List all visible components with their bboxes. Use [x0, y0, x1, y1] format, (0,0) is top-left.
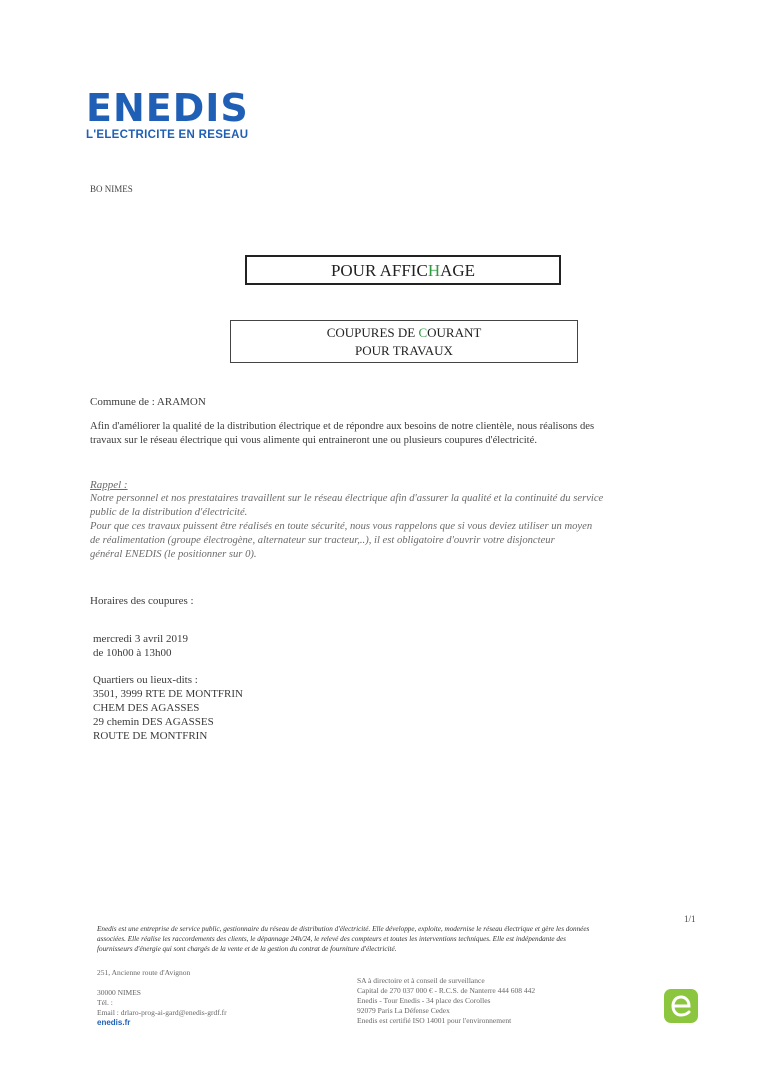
- footer-email: Email : drlaro-prog-ai-gard@enedis-grdf.fr: [97, 1008, 227, 1017]
- enedis-e-icon: [664, 989, 698, 1023]
- legal-line: Enedis est certifié ISO 14001 pour l'environnement: [357, 1016, 512, 1025]
- legal-line: SA à directoire et à conseil de surveillance: [357, 976, 485, 985]
- legal-line: Enedis - Tour Enedis - 34 place des Corolles: [357, 996, 491, 1005]
- schedule-time: de 10h00 à 13h00: [93, 647, 172, 659]
- disclaimer-line: fournisseurs d'énergie qui sont chargés de la vente et de la gestion du contrat de fourniture d'électricité.: [97, 945, 397, 953]
- rappel-heading: Rappel :: [90, 479, 128, 491]
- schedule-date: mercredi 3 avril 2019: [93, 633, 188, 645]
- footer-city: 30000 NIMES: [97, 988, 141, 997]
- subtitle-part1: COUPURES DE: [326, 325, 419, 340]
- commune: Commune de : ARAMON: [90, 396, 206, 408]
- subtitle-line2: POUR TRAVAUX: [355, 343, 453, 358]
- subtitle-line1: [231, 324, 577, 342]
- quartiers-block: [93, 673, 243, 743]
- title-box: [245, 255, 561, 285]
- quartiers-label: Quartiers ou lieux-dits :: [93, 674, 198, 686]
- rappel-line: Notre personnel et nos prestataires travaillent sur le réseau électrique afin d'assurer la qualité et la continuité du service: [90, 493, 604, 504]
- rappel-line: public de la distribution d'électricité.: [90, 507, 248, 518]
- intro-paragraph: [90, 420, 700, 448]
- footer-address: 251, Ancienne route d'Avignon: [97, 968, 191, 977]
- enedis-logo: ENEDIS: [86, 86, 249, 130]
- footer-legal: [357, 976, 535, 1026]
- intro-line: travaux sur le réseau électrique qui vous alimente qui entraineront une ou plusieurs coupures d'électricité.: [90, 435, 537, 446]
- quartier-item: ROUTE DE MONTFRIN: [93, 730, 208, 742]
- footer-disclaimer: [97, 924, 697, 954]
- rappel-line: général ENEDIS (le positionner sur 0).: [90, 549, 257, 560]
- disclaimer-line: associées. Elle réalise les raccordements des clients, le dépannage 24h/24, le relevé des compteurs et toutes les interventions techniques. Elle est indépendante des: [97, 935, 566, 943]
- footer-contact: [97, 988, 227, 1028]
- footer-tel: Tél. :: [97, 998, 113, 1007]
- footer-site-link[interactable]: enedis.fr: [97, 1018, 131, 1027]
- title-part1: POUR AFFIC: [330, 261, 428, 280]
- subtitle-green-letter: C: [418, 325, 428, 340]
- quartier-item: CHEM DES AGASSES: [93, 702, 200, 714]
- horaires-label: Horaires des coupures :: [90, 595, 194, 607]
- title-part2: AGE: [440, 261, 476, 280]
- quartier-item: 29 chemin DES AGASSES: [93, 716, 214, 728]
- schedule: [93, 632, 188, 660]
- legal-line: Capital de 270 037 000 € - R.C.S. de Nanterre 444 608 442: [357, 986, 536, 995]
- disclaimer-line: Enedis est une entreprise de service public, gestionnaire du réseau de distribution d'électricité. Elle développe, exploite, modernise le réseau électrique et gère les données: [97, 925, 590, 933]
- page-number: 1/1: [684, 914, 696, 924]
- rappel-block: [90, 478, 705, 562]
- e-glyph-icon: [671, 995, 691, 1017]
- subtitle-box: [230, 320, 578, 363]
- legal-line: 92079 Paris La Défense Cedex: [357, 1006, 450, 1015]
- logo-tagline: L'ELECTRICITE EN RESEAU: [86, 129, 249, 141]
- subtitle-part2: OURANT: [427, 325, 482, 340]
- rappel-line: de réalimentation (groupe électrogène, alternateur sur tracteur,..), il est obligatoire d'ouvrir votre disjoncteur: [90, 535, 555, 546]
- intro-line: Afin d'améliorer la qualité de la distribution électrique et de répondre aux besoins de notre clientèle, nous réalisons des: [90, 421, 595, 432]
- title-green-letter: H: [427, 261, 441, 280]
- quartier-item: 3501, 3999 RTE DE MONTFRIN: [93, 688, 243, 700]
- office-name: BO NIMES: [90, 184, 133, 194]
- rappel-line: Pour que ces travaux puissent être réalisés en toute sécurité, nous vous rappelons que si vous deviez utiliser un moyen: [90, 521, 593, 532]
